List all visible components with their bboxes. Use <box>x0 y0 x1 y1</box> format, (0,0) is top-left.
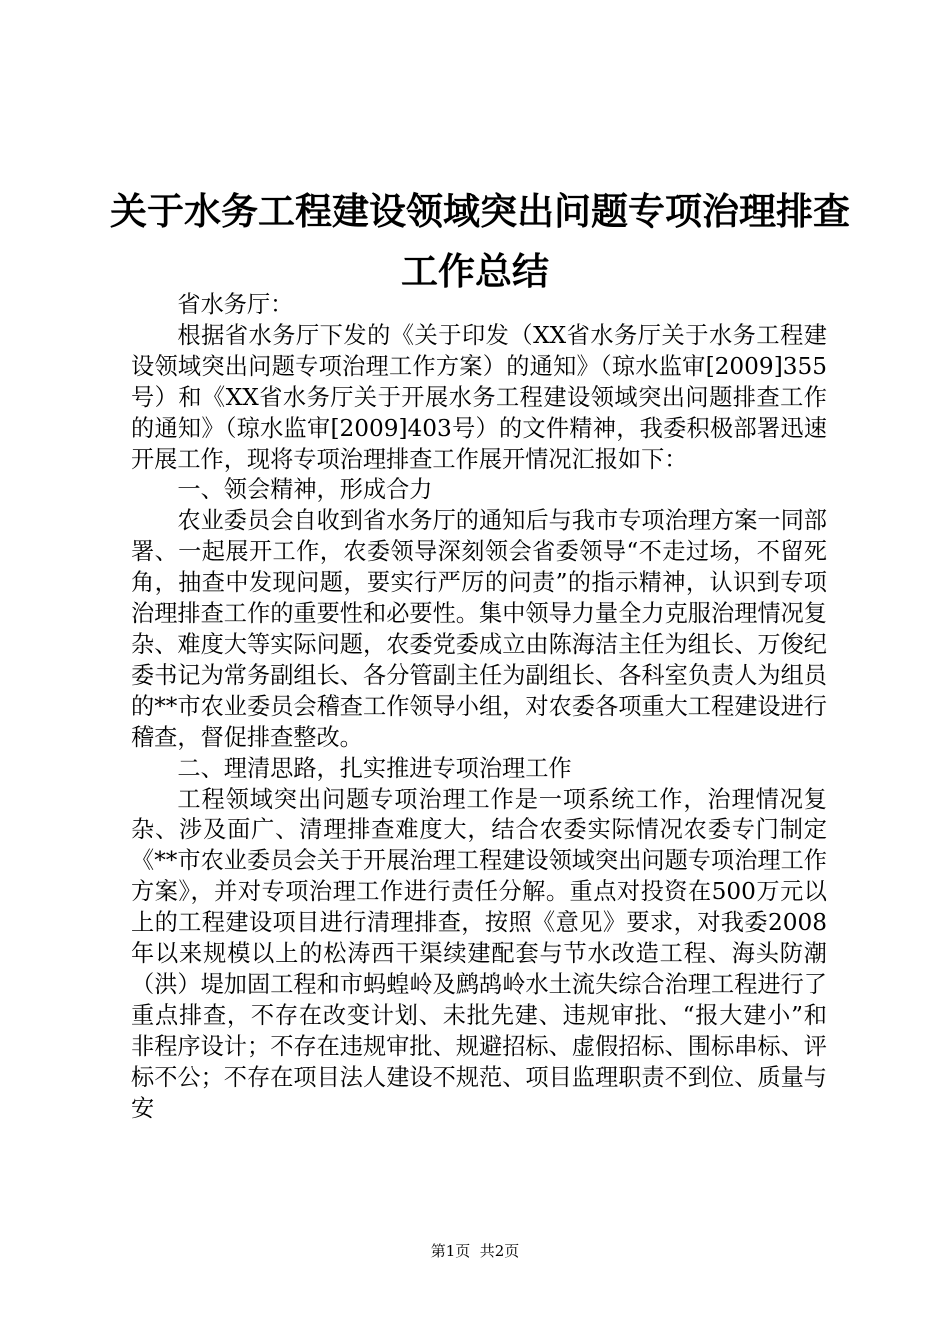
section-heading-1: 一、领会精神，形成合力 <box>177 476 433 504</box>
document-title-line-1: 关于水务工程建设领域突出问题专项治理排查 <box>110 190 850 233</box>
intro-paragraph: 根据省水务厅下发的《关于印发（XX省水务厅关于水务工程建设领域突出问题专项治理工作方案）的通知》（琼水监审[2009]355号）和《XX省水务厅关于开展水务工程建设领域突出问题排查工作的通知》（琼水监审[2009]403号）的文件精神，我委积极部署迅速开展工作，现将专项治理排查工作展开情况汇报如下： <box>131 321 827 473</box>
section-heading-2: 二、理清思路，扎实推进专项治理工作 <box>177 754 572 782</box>
section-1-paragraph: 农业委员会自收到省水务厅的通知后与我市专项治理方案一同部署、一起展开工作，农委领导深刻领会省委领导“不走过场，不留死角，抽查中发现问题，要实行严厉的问责”的指示精神，认识到专项治理排查工作的重要性和必要性。集中领导力量全力克服治理情况复杂、难度大等实际问题，农委党委成立由陈海洁主任为组长、万俊纪委书记为常务副组长、各分管副主任为副组长、各科室负责人为组员的**市农业委员会稽查工作领导小组，对农委各项重大工程建设进行稽查，督促排查整改。 <box>131 507 827 751</box>
document-title-line-2: 工作总结 <box>401 250 549 293</box>
section-2-paragraph: 工程领域突出问题专项治理工作是一项系统工作，治理情况复杂、涉及面广、清理排查难度大，结合农委实际情况农委专门制定《**市农业委员会关于开展治理工程建设领域突出问题专项治理工作方案》，并对专项治理工作进行责任分解。重点对投资在500万元以上的工程建设项目进行清理排查，按照《意见》要求，对我委2008年以来规模以上的松涛西干渠续建配套与节水改造工程、海头防潮（洪）堤加固工程和市蚂蝗岭及鹧鸪岭水土流失综合治理工程进行了重点排查，不存在改变计划、未批先建、违规审批、“报大建小”和非程序设计；不存在违规审批、规避招标、虚假招标、围标串标、评标不公；不存在项目法人建设不规范、项目监理职责不到位、质量与安 <box>131 785 827 1122</box>
document-body <box>131 290 827 1124</box>
salutation: 省水务厅： <box>177 291 294 318</box>
page-number-footer: 第1页 共2页 <box>430 1242 520 1260</box>
